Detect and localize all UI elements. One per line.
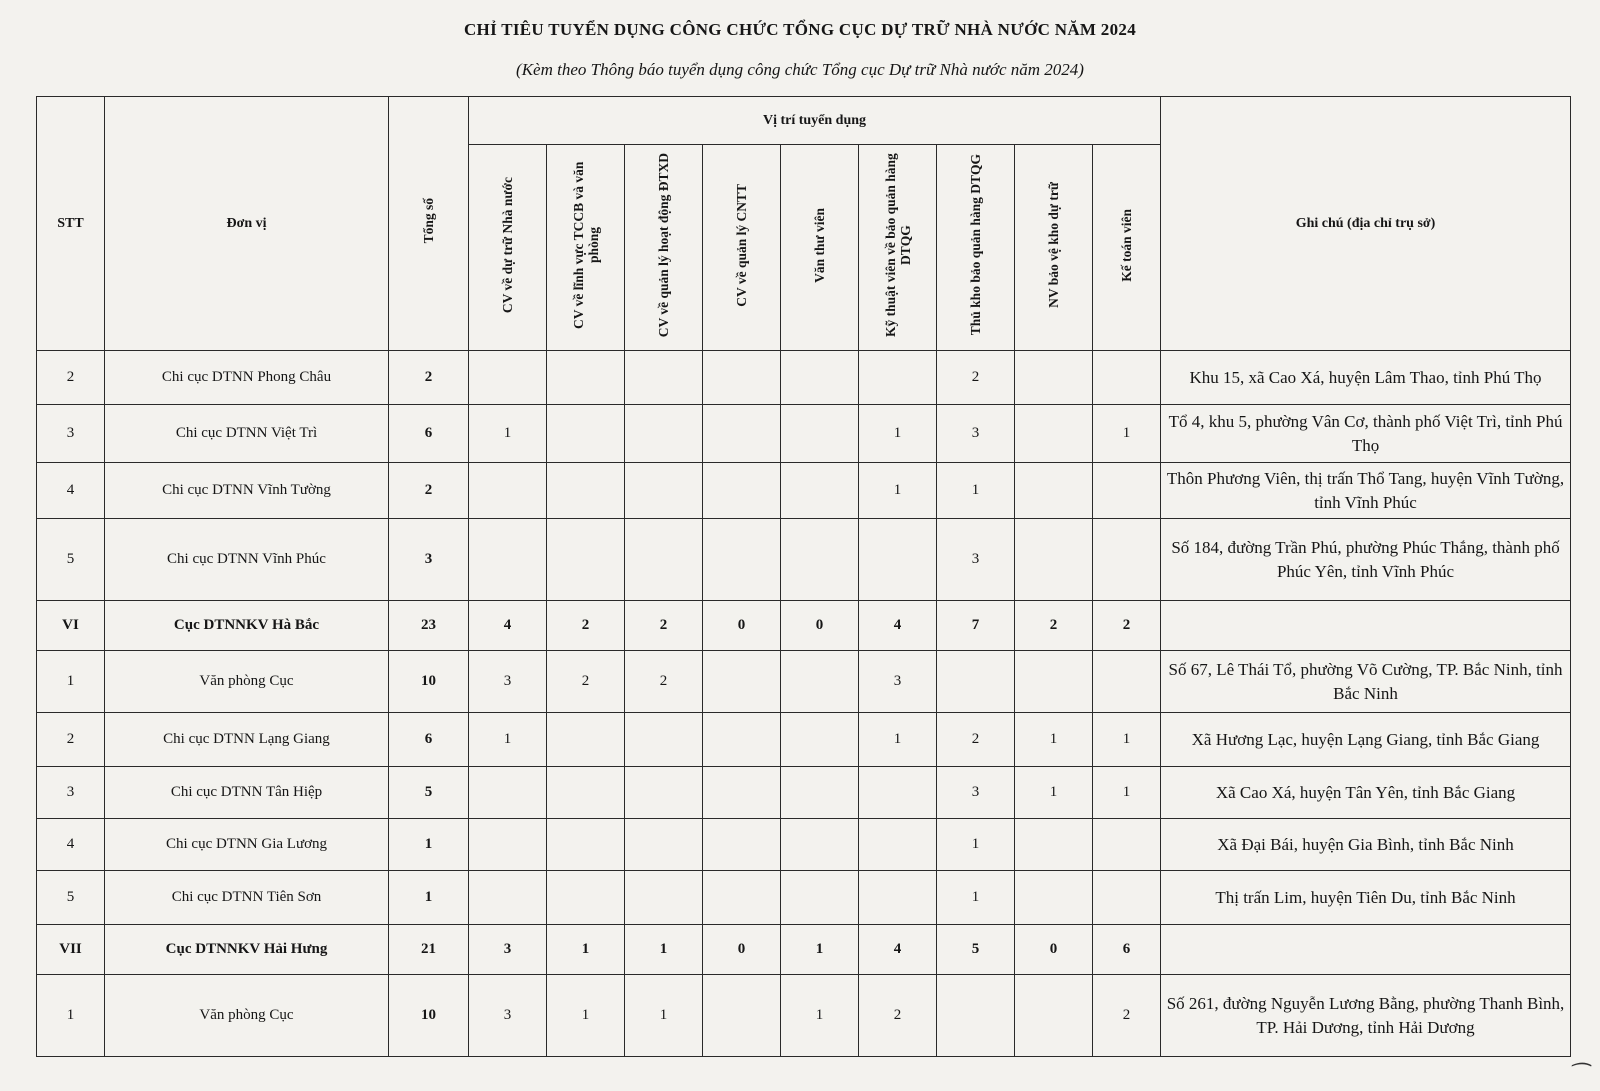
cell-position-5: 1 bbox=[781, 975, 859, 1057]
cell-position-5 bbox=[781, 713, 859, 767]
table-row bbox=[37, 871, 1571, 925]
cell-stt: 3 bbox=[37, 405, 105, 463]
cell-stt: 1 bbox=[37, 975, 105, 1057]
cell-note: Số 67, Lê Thái Tổ, phường Võ Cường, TP. Bắc Ninh, tỉnh Bắc Ninh bbox=[1161, 651, 1571, 713]
cell-total: 10 bbox=[389, 975, 469, 1057]
cell-note: Xã Hương Lạc, huyện Lạng Giang, tỉnh Bắc Giang bbox=[1161, 713, 1571, 767]
cell-position-8 bbox=[1015, 351, 1093, 405]
cell-position-9 bbox=[1093, 519, 1161, 601]
table-row bbox=[37, 713, 1571, 767]
cell-position-3 bbox=[625, 767, 703, 819]
cell-total: 23 bbox=[389, 601, 469, 651]
cell-position-3 bbox=[625, 713, 703, 767]
cell-position-2 bbox=[547, 713, 625, 767]
cell-position-2 bbox=[547, 871, 625, 925]
cell-unit: Chi cục DTNN Vĩnh Tường bbox=[105, 463, 389, 519]
header-position-6 bbox=[859, 145, 937, 351]
table-row bbox=[37, 351, 1571, 405]
cell-position-3 bbox=[625, 405, 703, 463]
cell-position-9: 1 bbox=[1093, 767, 1161, 819]
header-position-label: Thủ kho bảo quản hàng DTQG bbox=[968, 154, 983, 336]
header-position-label: CV về lĩnh vực TCCB và văn phòng bbox=[570, 161, 601, 329]
cell-position-7: 2 bbox=[937, 351, 1015, 405]
cell-stt: VI bbox=[37, 601, 105, 651]
cell-position-1 bbox=[469, 767, 547, 819]
cell-position-6: 4 bbox=[859, 925, 937, 975]
cell-position-8: 2 bbox=[1015, 601, 1093, 651]
cell-position-8: 0 bbox=[1015, 925, 1093, 975]
header-position-7 bbox=[937, 145, 1015, 351]
cell-position-1: 1 bbox=[469, 405, 547, 463]
cell-position-7: 3 bbox=[937, 405, 1015, 463]
cell-unit: Cục DTNNKV Hà Bắc bbox=[105, 601, 389, 651]
cell-position-9: 2 bbox=[1093, 601, 1161, 651]
cell-position-7 bbox=[937, 651, 1015, 713]
header-position-label: Kỹ thuật viên về bảo quản hàng DTQG bbox=[882, 153, 913, 337]
cell-position-1: 3 bbox=[469, 975, 547, 1057]
cell-note bbox=[1161, 925, 1571, 975]
cell-position-4 bbox=[703, 871, 781, 925]
cell-position-2: 1 bbox=[547, 925, 625, 975]
table-row bbox=[37, 519, 1571, 601]
cell-position-3: 1 bbox=[625, 925, 703, 975]
cell-stt: 2 bbox=[37, 351, 105, 405]
header-unit: Đơn vị bbox=[105, 97, 389, 351]
cell-total: 1 bbox=[389, 819, 469, 871]
cell-position-7: 3 bbox=[937, 767, 1015, 819]
cell-stt: 4 bbox=[37, 463, 105, 519]
cell-position-4 bbox=[703, 819, 781, 871]
cell-position-9: 2 bbox=[1093, 975, 1161, 1057]
cell-position-2 bbox=[547, 819, 625, 871]
header-position-1 bbox=[469, 145, 547, 351]
cell-position-8 bbox=[1015, 651, 1093, 713]
cell-position-8 bbox=[1015, 819, 1093, 871]
cell-note: Xã Đại Bái, huyện Gia Bình, tỉnh Bắc Ninh bbox=[1161, 819, 1571, 871]
table-row bbox=[37, 819, 1571, 871]
cell-position-6 bbox=[859, 767, 937, 819]
header-position-label: CV về quản lý CNTT bbox=[734, 183, 749, 307]
cell-total: 1 bbox=[389, 871, 469, 925]
table-row bbox=[37, 651, 1571, 713]
header-total bbox=[389, 97, 469, 351]
cell-note: Thị trấn Lim, huyện Tiên Du, tỉnh Bắc Ninh bbox=[1161, 871, 1571, 925]
cell-note: Tổ 4, khu 5, phường Vân Cơ, thành phố Việt Trì, tỉnh Phú Thọ bbox=[1161, 405, 1571, 463]
cell-position-5 bbox=[781, 819, 859, 871]
header-position-2 bbox=[547, 145, 625, 351]
header-stt: STT bbox=[37, 97, 105, 351]
cell-position-9: 1 bbox=[1093, 405, 1161, 463]
cell-position-8 bbox=[1015, 463, 1093, 519]
cell-position-5 bbox=[781, 351, 859, 405]
cell-position-8 bbox=[1015, 519, 1093, 601]
table-group-row bbox=[37, 925, 1571, 975]
cell-position-2 bbox=[547, 351, 625, 405]
handwritten-mark: ⁀ bbox=[1568, 1063, 1586, 1088]
cell-position-6 bbox=[859, 871, 937, 925]
cell-stt: 5 bbox=[37, 871, 105, 925]
cell-total: 21 bbox=[389, 925, 469, 975]
cell-stt: VII bbox=[37, 925, 105, 975]
document-subtitle: (Kèm theo Thông báo tuyển dụng công chức Tổng cục Dự trữ Nhà nước năm 2024) bbox=[516, 60, 1084, 79]
cell-position-8: 1 bbox=[1015, 767, 1093, 819]
cell-note bbox=[1161, 601, 1571, 651]
table-row bbox=[37, 767, 1571, 819]
table-group-row bbox=[37, 601, 1571, 651]
cell-unit: Cục DTNNKV Hải Hưng bbox=[105, 925, 389, 975]
cell-unit: Văn phòng Cục bbox=[105, 975, 389, 1057]
header-position-label: Văn thư viên bbox=[812, 207, 827, 283]
cell-position-2: 1 bbox=[547, 975, 625, 1057]
cell-position-6: 4 bbox=[859, 601, 937, 651]
cell-position-9 bbox=[1093, 651, 1161, 713]
cell-position-5 bbox=[781, 463, 859, 519]
cell-stt: 3 bbox=[37, 767, 105, 819]
cell-position-9 bbox=[1093, 351, 1161, 405]
document-title: CHỈ TIÊU TUYỂN DỤNG CÔNG CHỨC TỔNG CỤC DỰ TRỮ NHÀ NƯỚC NĂM 2024 bbox=[463, 20, 1136, 39]
cell-position-5: 1 bbox=[781, 925, 859, 975]
cell-position-8 bbox=[1015, 871, 1093, 925]
cell-position-1: 3 bbox=[469, 925, 547, 975]
cell-position-2 bbox=[547, 463, 625, 519]
cell-position-1 bbox=[469, 519, 547, 601]
cell-position-7: 2 bbox=[937, 713, 1015, 767]
cell-position-2: 2 bbox=[547, 601, 625, 651]
cell-stt: 1 bbox=[37, 651, 105, 713]
cell-position-6: 2 bbox=[859, 975, 937, 1057]
cell-stt: 5 bbox=[37, 519, 105, 601]
cell-total: 10 bbox=[389, 651, 469, 713]
cell-position-3: 2 bbox=[625, 601, 703, 651]
cell-position-4 bbox=[703, 767, 781, 819]
cell-total: 6 bbox=[389, 405, 469, 463]
cell-position-4 bbox=[703, 651, 781, 713]
cell-position-7: 1 bbox=[937, 463, 1015, 519]
cell-position-8 bbox=[1015, 975, 1093, 1057]
cell-position-5: 0 bbox=[781, 601, 859, 651]
recruitment-table bbox=[36, 96, 1571, 1057]
cell-position-7: 1 bbox=[937, 871, 1015, 925]
cell-position-7: 3 bbox=[937, 519, 1015, 601]
cell-total: 5 bbox=[389, 767, 469, 819]
cell-position-7 bbox=[937, 975, 1015, 1057]
cell-position-3 bbox=[625, 819, 703, 871]
cell-position-3: 1 bbox=[625, 975, 703, 1057]
cell-position-5 bbox=[781, 405, 859, 463]
cell-position-4 bbox=[703, 351, 781, 405]
cell-position-2 bbox=[547, 767, 625, 819]
cell-total: 2 bbox=[389, 463, 469, 519]
cell-position-5 bbox=[781, 871, 859, 925]
cell-note: Số 261, đường Nguyễn Lương Bằng, phường Thanh Bình, TP. Hải Dương, tỉnh Hải Dương bbox=[1161, 975, 1571, 1057]
table-row bbox=[37, 405, 1571, 463]
cell-position-4: 0 bbox=[703, 601, 781, 651]
cell-unit: Chi cục DTNN Lạng Giang bbox=[105, 713, 389, 767]
cell-position-5 bbox=[781, 519, 859, 601]
header-positions-group: Vị trí tuyển dụng bbox=[469, 97, 1161, 145]
cell-position-2: 2 bbox=[547, 651, 625, 713]
cell-position-1 bbox=[469, 819, 547, 871]
cell-position-8 bbox=[1015, 405, 1093, 463]
cell-position-6: 3 bbox=[859, 651, 937, 713]
header-position-3 bbox=[625, 145, 703, 351]
cell-unit: Chi cục DTNN Tân Hiệp bbox=[105, 767, 389, 819]
cell-position-9 bbox=[1093, 463, 1161, 519]
cell-position-5 bbox=[781, 767, 859, 819]
header-position-9 bbox=[1093, 145, 1161, 351]
cell-position-4 bbox=[703, 405, 781, 463]
cell-position-3: 2 bbox=[625, 651, 703, 713]
cell-position-7: 7 bbox=[937, 601, 1015, 651]
cell-note: Thôn Phương Viên, thị trấn Thổ Tang, huyện Vĩnh Tường, tỉnh Vĩnh Phúc bbox=[1161, 463, 1571, 519]
cell-total: 2 bbox=[389, 351, 469, 405]
cell-position-1 bbox=[469, 351, 547, 405]
table-row bbox=[37, 463, 1571, 519]
cell-position-9: 1 bbox=[1093, 713, 1161, 767]
cell-stt: 4 bbox=[37, 819, 105, 871]
cell-position-3 bbox=[625, 519, 703, 601]
header-position-5 bbox=[781, 145, 859, 351]
cell-position-4 bbox=[703, 713, 781, 767]
cell-total: 3 bbox=[389, 519, 469, 601]
cell-position-2 bbox=[547, 519, 625, 601]
cell-position-1: 3 bbox=[469, 651, 547, 713]
cell-note: Khu 15, xã Cao Xá, huyện Lâm Thao, tỉnh Phú Thọ bbox=[1161, 351, 1571, 405]
cell-position-4: 0 bbox=[703, 925, 781, 975]
cell-note: Xã Cao Xá, huyện Tân Yên, tỉnh Bắc Giang bbox=[1161, 767, 1571, 819]
cell-position-2 bbox=[547, 405, 625, 463]
cell-position-3 bbox=[625, 871, 703, 925]
cell-note: Số 184, đường Trần Phú, phường Phúc Thắng, thành phố Phúc Yên, tỉnh Vĩnh Phúc bbox=[1161, 519, 1571, 601]
header-position-4 bbox=[703, 145, 781, 351]
cell-unit: Chi cục DTNN Gia Lương bbox=[105, 819, 389, 871]
cell-position-4 bbox=[703, 463, 781, 519]
cell-position-9: 6 bbox=[1093, 925, 1161, 975]
header-position-label: CV về dự trữ Nhà nước bbox=[500, 176, 515, 314]
cell-position-6: 1 bbox=[859, 713, 937, 767]
cell-position-6 bbox=[859, 519, 937, 601]
cell-position-3 bbox=[625, 463, 703, 519]
cell-position-3 bbox=[625, 351, 703, 405]
cell-unit: Chi cục DTNN Phong Châu bbox=[105, 351, 389, 405]
cell-position-1: 1 bbox=[469, 713, 547, 767]
header-position-label: NV bảo vệ kho dự trữ bbox=[1046, 182, 1061, 308]
cell-position-9 bbox=[1093, 871, 1161, 925]
cell-position-7: 5 bbox=[937, 925, 1015, 975]
cell-position-6 bbox=[859, 819, 937, 871]
cell-unit: Chi cục DTNN Tiên Sơn bbox=[105, 871, 389, 925]
header-position-label: CV về quản lý hoạt động ĐTXD bbox=[656, 152, 671, 338]
cell-total: 6 bbox=[389, 713, 469, 767]
cell-stt: 2 bbox=[37, 713, 105, 767]
cell-position-6 bbox=[859, 351, 937, 405]
cell-position-5 bbox=[781, 651, 859, 713]
header-position-label: Kế toán viên bbox=[1119, 208, 1134, 282]
cell-position-1 bbox=[469, 871, 547, 925]
cell-unit: Chi cục DTNN Việt Trì bbox=[105, 405, 389, 463]
header-position-8 bbox=[1015, 145, 1093, 351]
cell-unit: Chi cục DTNN Vĩnh Phúc bbox=[105, 519, 389, 601]
header-note: Ghi chú (địa chỉ trụ sở) bbox=[1161, 97, 1571, 351]
cell-position-4 bbox=[703, 519, 781, 601]
cell-position-7: 1 bbox=[937, 819, 1015, 871]
cell-position-6: 1 bbox=[859, 463, 937, 519]
cell-position-1: 4 bbox=[469, 601, 547, 651]
cell-position-8: 1 bbox=[1015, 713, 1093, 767]
table-row bbox=[37, 975, 1571, 1057]
cell-position-4 bbox=[703, 975, 781, 1057]
cell-unit: Văn phòng Cục bbox=[105, 651, 389, 713]
cell-position-6: 1 bbox=[859, 405, 937, 463]
cell-position-9 bbox=[1093, 819, 1161, 871]
header-total-label: Tổng số bbox=[421, 198, 436, 244]
cell-position-1 bbox=[469, 463, 547, 519]
